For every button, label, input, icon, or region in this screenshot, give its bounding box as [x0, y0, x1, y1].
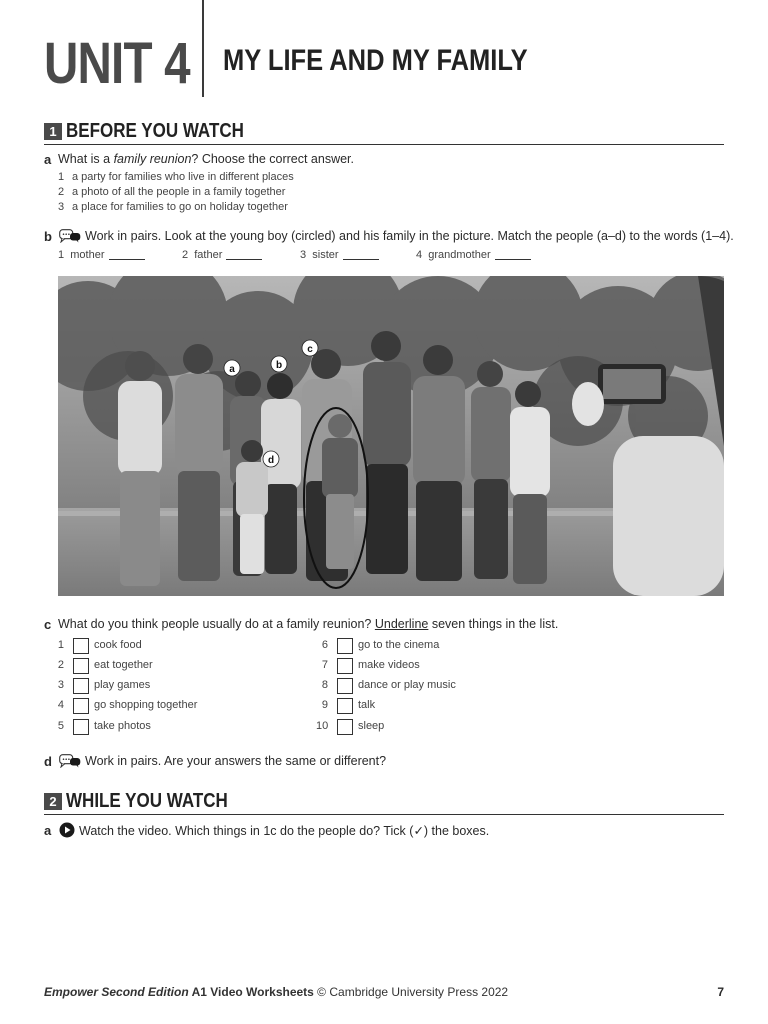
item-label: sleep	[358, 720, 385, 732]
item-number: 8	[321, 679, 328, 691]
word-number: 1	[58, 249, 65, 261]
question-2a-text: Watch the video. Which things in 1c do the people do? Tick (✓) the boxes.	[79, 824, 490, 838]
item-number: 7	[321, 659, 328, 671]
checkbox[interactable]	[337, 698, 353, 714]
photo-label-d: d	[267, 455, 275, 466]
unit-number: UNIT 4	[44, 31, 190, 96]
checkbox[interactable]	[73, 719, 89, 735]
question-2a-letter: a	[44, 823, 52, 838]
item-number: 5	[57, 720, 64, 732]
page-number: 7	[717, 985, 724, 999]
question-1a-suffix: ? Choose the correct answer.	[191, 152, 354, 166]
answer-line[interactable]	[109, 259, 145, 260]
word-blank-4	[416, 249, 531, 261]
item-number: 4	[57, 699, 64, 711]
checkbox[interactable]	[337, 658, 353, 674]
section-1-title: BEFORE YOU WATCH	[66, 120, 244, 142]
chat-bubbles-icon	[59, 754, 81, 768]
chat-bubbles-icon	[59, 229, 81, 243]
word-text: sister	[312, 249, 339, 261]
checkbox[interactable]	[337, 638, 353, 654]
item-label: go shopping together	[94, 699, 198, 711]
option-text: a place for families to go on holiday together	[72, 201, 288, 213]
header-divider	[202, 0, 204, 97]
word-text: mother	[70, 249, 105, 261]
item-number: 9	[321, 699, 328, 711]
question-1a-letter: a	[44, 152, 52, 167]
item-label: talk	[358, 699, 376, 711]
checkbox[interactable]	[337, 719, 353, 735]
item-number: 2	[57, 659, 64, 671]
item-label: dance or play music	[358, 679, 456, 691]
checkbox[interactable]	[73, 638, 89, 654]
word-blank-2	[182, 249, 262, 261]
item-number: 1	[57, 639, 64, 651]
item-label: go to the cinema	[358, 639, 440, 651]
option-number: 3	[58, 201, 65, 213]
item-number: 6	[321, 639, 328, 651]
item-label: eat together	[94, 659, 153, 671]
section-2-title: WHILE YOU WATCH	[66, 790, 228, 812]
question-1a-term: family reunion	[113, 152, 192, 166]
question-1a-option	[58, 171, 294, 183]
play-icon[interactable]	[59, 822, 75, 838]
answer-line[interactable]	[343, 259, 379, 260]
question-1a-text	[58, 152, 354, 166]
word-number: 2	[182, 249, 189, 261]
option-text: a photo of all the people in a family together	[72, 186, 286, 198]
item-label: make videos	[358, 659, 420, 671]
question-1c-letter: c	[44, 617, 52, 632]
question-1c-suffix: seven things in the list.	[428, 617, 559, 631]
word-number: 4	[416, 249, 423, 261]
question-1d-letter: d	[44, 754, 52, 769]
footer-credit	[44, 985, 508, 999]
word-text: father	[194, 249, 223, 261]
word-blank-3	[300, 249, 379, 261]
word-number: 3	[300, 249, 307, 261]
item-label: play games	[94, 679, 151, 691]
question-1d-text: Work in pairs. Are your answers the same or different?	[85, 754, 387, 768]
question-1a-prefix: What is a	[58, 152, 114, 166]
footer-level: A1 Video Worksheets	[188, 985, 314, 999]
checkbox[interactable]	[73, 698, 89, 714]
word-blank-1	[58, 249, 145, 261]
section-1-number: 1	[44, 123, 62, 140]
option-number: 1	[58, 171, 65, 183]
question-1a-option	[58, 201, 288, 213]
item-label: cook food	[94, 639, 142, 651]
option-text: a party for families who live in different places	[72, 171, 294, 183]
photo-label-a: a	[229, 364, 235, 375]
item-number: 10	[316, 720, 329, 732]
word-text: grandmother	[428, 249, 491, 261]
checkbox[interactable]	[73, 678, 89, 694]
photo-label-b: b	[275, 360, 283, 371]
footer-copyright: © Cambridge University Press 2022	[313, 985, 509, 999]
answer-line[interactable]	[226, 259, 262, 260]
family-reunion-photo	[58, 276, 724, 596]
item-label: take photos	[94, 720, 151, 732]
answer-line[interactable]	[495, 259, 531, 260]
checkbox[interactable]	[337, 678, 353, 694]
item-number: 3	[57, 679, 64, 691]
page-title: MY LIFE AND MY FAMILY	[223, 44, 528, 77]
section-2-header	[44, 790, 724, 815]
question-1a-option	[58, 186, 285, 198]
question-1c-text	[58, 617, 558, 631]
question-1b-letter: b	[44, 229, 52, 244]
question-1c-prefix: What do you think people usually do at a family reunion?	[58, 617, 375, 631]
section-2-number: 2	[44, 793, 62, 810]
section-1-header	[44, 120, 724, 145]
footer-book: Empower Second Edition	[44, 985, 189, 999]
question-1b-text: Work in pairs. Look at the young boy (circled) and his family in the picture. Match the people (a–d) to the words (1–4).	[85, 229, 734, 243]
question-1c-underlined: Underline	[374, 617, 429, 631]
checkbox[interactable]	[73, 658, 89, 674]
option-number: 2	[58, 186, 65, 198]
photo-label-c: c	[307, 344, 313, 355]
